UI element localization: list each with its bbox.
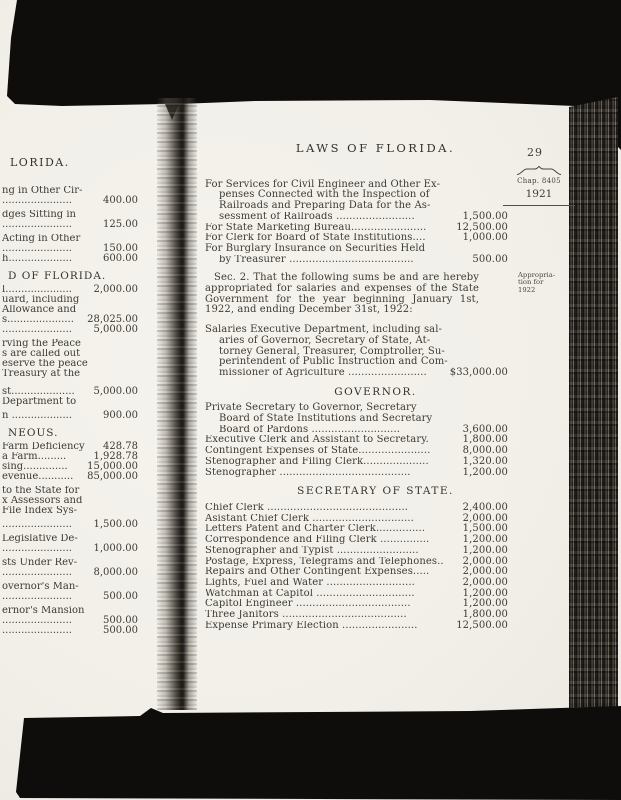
- appropriation-item: [205, 180, 508, 223]
- left-line-text: Farm Deficiency: [2, 442, 85, 452]
- item-line: Private Secretary to Governor, Secretary: [205, 402, 417, 414]
- right-page: [205, 143, 508, 631]
- page-number: 29: [527, 146, 543, 159]
- left-line-amount: 500.00: [103, 625, 138, 636]
- salaries-appropriation-block: [205, 325, 508, 379]
- item-line: Salaries Executive Department, including sal-: [205, 324, 443, 336]
- item-label: sessment of Railroads ........................: [219, 211, 415, 222]
- left-line-text: Department to: [2, 397, 77, 407]
- left-line-amount: 15,000.00: [87, 461, 138, 472]
- salaries-appropriation: [205, 325, 508, 379]
- left-line-text: ......................: [2, 325, 72, 335]
- item-label: missioner of Agriculture ........................: [219, 367, 427, 378]
- item-amount: 1,800.00: [462, 434, 508, 446]
- item-line: [205, 368, 508, 379]
- item-amount: 2,000.00: [462, 566, 508, 578]
- left-line-text: ernor's Mansion: [2, 606, 85, 616]
- left-line-text: x Assessors and: [2, 496, 83, 506]
- left-line-text: ng in Other Cir-: [2, 186, 83, 196]
- appropriation-item: [205, 457, 508, 468]
- item-label: Asistant Chief Clerk ...............................: [205, 513, 414, 524]
- item-line: torney General, Treasurer, Comptroller, Su-: [219, 345, 445, 357]
- left-line: [0, 325, 142, 335]
- left-line: [0, 520, 142, 530]
- item-line: [205, 578, 508, 589]
- left-line-text: ......................: [2, 568, 72, 578]
- item-label: Correspondence and Filing Clerk ...............: [205, 535, 430, 546]
- left-line-text: ......................: [2, 244, 72, 254]
- item-amount: 1,500.00: [462, 523, 508, 535]
- left-line-amount: 500.00: [103, 591, 138, 602]
- item-amount: 1,000.00: [462, 232, 508, 244]
- section-items: [205, 503, 508, 631]
- section-items: [205, 403, 508, 478]
- left-line-amount: 2,000.00: [93, 284, 138, 295]
- item-label: Chief Clerk ...........................................: [205, 502, 409, 513]
- item-line: [205, 546, 508, 557]
- book-gutter-shadow: [157, 98, 197, 710]
- item-label: Contingent Expenses of State......................: [205, 446, 431, 457]
- left-line-text: s are called out: [2, 349, 81, 359]
- left-line-text: Acting in Other: [2, 234, 81, 244]
- scan-border-bottom: [0, 706, 621, 800]
- item-amount: 2,400.00: [462, 501, 508, 513]
- left-page-fragment: [0, 158, 142, 636]
- appropriation-item: [205, 403, 508, 435]
- left-line: [0, 496, 142, 506]
- left-line-amount: 400.00: [103, 195, 138, 206]
- chapter-year: 1921: [525, 188, 553, 200]
- item-label: For Clerk for Board of State Institutions....: [205, 233, 426, 244]
- left-line-amount: 150.00: [103, 243, 138, 254]
- left-line-text: ......................: [2, 626, 72, 636]
- section-title: SECRETARY OF STATE.: [297, 485, 454, 498]
- item-amount: 1,200.00: [462, 466, 508, 478]
- left-line-text: dges Sitting in: [2, 210, 76, 220]
- left-line: [0, 486, 142, 496]
- left-line-text: NEOUS.: [8, 428, 59, 438]
- left-line-text: h....................: [2, 254, 73, 264]
- left-section-heading: [0, 428, 142, 438]
- margin-note-line: tion for: [518, 278, 544, 287]
- left-line: [0, 626, 142, 636]
- department-sections: [205, 387, 508, 632]
- left-line-text: ......................: [2, 520, 72, 530]
- item-amount: 3,600.00: [462, 423, 508, 435]
- section-2-paragraph: Sec. 2. That the following sums be and are hereby appropriated for salaries and expenses of the State Government for the year beginning January 1st, 1922, and ending December 31st, 1922:: [205, 272, 479, 316]
- left-line-text: sing..............: [2, 462, 68, 472]
- left-section-heading: [0, 271, 142, 281]
- left-line-text: evenue...........: [2, 472, 74, 482]
- left-line-text: s.....................: [2, 315, 74, 325]
- left-line: [0, 387, 142, 397]
- left-line: [0, 411, 142, 421]
- item-amount: 12,500.00: [456, 619, 508, 631]
- left-line-text: overnor's Man-: [2, 582, 79, 592]
- section-title: GOVERNOR.: [334, 385, 417, 398]
- left-line: [0, 254, 142, 264]
- left-line-text: D OF FLORIDA.: [8, 271, 107, 281]
- item-line: For Services for Civil Engineer and Other Ex-: [205, 178, 441, 190]
- margin-note-appropriation: [518, 272, 570, 294]
- item-label: Expense Primary Election .......................: [205, 620, 418, 631]
- left-line-amount: 28,025.00: [87, 314, 138, 325]
- appropriation-item: [205, 578, 508, 589]
- left-line-amount: 428.78: [103, 441, 138, 452]
- item-line: For Burglary Insurance on Securities Held: [205, 242, 426, 254]
- item-line: perintendent of Public Instruction and Com-: [219, 356, 448, 368]
- item-label: Three Janitors ......................................: [205, 610, 407, 621]
- item-line: [205, 255, 508, 266]
- item-amount: 1,500.00: [462, 210, 508, 222]
- item-line: penses Connected with the Inspection of: [219, 189, 430, 201]
- left-line: [0, 544, 142, 554]
- left-line-text: Legislative De-: [2, 534, 78, 544]
- left-line-amount: 600.00: [103, 253, 138, 264]
- item-label: Executive Clerk and Assistant to Secretary.: [205, 435, 429, 446]
- item-line: aries of Governor, Secretary of State, At-: [219, 334, 431, 346]
- left-line-amount: 5,000.00: [93, 386, 138, 397]
- chapter-rule: [503, 205, 575, 206]
- item-line: [205, 621, 508, 632]
- chapter-block: [503, 166, 575, 206]
- left-line: [0, 397, 142, 407]
- left-line-text: st....................: [2, 387, 75, 397]
- left-line-text: ......................: [2, 592, 72, 602]
- item-label: Lights, Fuel and Water ...........................: [205, 577, 415, 588]
- left-line-amount: 900.00: [103, 410, 138, 421]
- left-line-text: sts Under Rev-: [2, 558, 78, 568]
- appropriation-list-top: [205, 180, 508, 266]
- left-line: [0, 339, 142, 349]
- left-line-amount: 125.00: [103, 219, 138, 230]
- item-label: Repairs and Other Contingent Expenses.....: [205, 567, 430, 578]
- left-line-text: uard, including: [2, 295, 80, 305]
- left-line-text: to the State for: [2, 486, 80, 496]
- left-line: [0, 568, 142, 578]
- left-line-text: File Index Sys-: [2, 506, 77, 516]
- left-line: [0, 592, 142, 602]
- item-label: Stenographer ........................................: [205, 467, 411, 478]
- left-running-head: LORIDA.: [10, 156, 70, 169]
- margin-note-line: 1922: [518, 285, 536, 294]
- chapter-label: Chap. 8405: [517, 177, 561, 185]
- item-amount: 1,200.00: [462, 534, 508, 546]
- item-label: For State Marketing Bureau.......................: [205, 222, 427, 233]
- item-amount: 8,000.00: [462, 445, 508, 457]
- item-line: [205, 468, 508, 479]
- left-line-amount: 1,000.00: [93, 543, 138, 554]
- item-amount: 500.00: [472, 253, 508, 265]
- left-line-text: l.....................: [2, 285, 72, 295]
- left-line-text: Treasury at the: [2, 369, 81, 379]
- left-line: [0, 285, 142, 295]
- item-label: by Treasurer ......................................: [219, 254, 414, 265]
- left-line-text: Allowance and: [2, 305, 77, 315]
- item-amount: 1,200.00: [462, 598, 508, 610]
- left-line-amount: 1,500.00: [93, 519, 138, 530]
- item-amount: $33,000.00: [449, 366, 508, 378]
- item-label: Stenographer and Typist .........................: [205, 545, 419, 556]
- item-label: Letters Patent and Charter Clerk...............: [205, 524, 426, 535]
- item-line: [205, 457, 508, 468]
- item-amount: 1,320.00: [462, 455, 508, 467]
- left-line: [0, 472, 142, 482]
- appropriation-item: [205, 244, 508, 265]
- left-line-text: ......................: [2, 544, 72, 554]
- item-amount: 1,200.00: [462, 544, 508, 556]
- left-line-text: eserve the peace: [2, 359, 88, 369]
- right-running-head: LAWS OF FLORIDA.: [295, 141, 456, 155]
- left-line-text: a Farm.........: [2, 452, 67, 462]
- item-amount: 2,000.00: [462, 576, 508, 588]
- left-line-amount: 5,000.00: [93, 324, 138, 335]
- appropriation-item: [205, 546, 508, 557]
- item-label: Capitol Engineer ...................................: [205, 599, 411, 610]
- item-amount: 2,000.00: [462, 512, 508, 524]
- item-line: Railroads and Preparing Data for the As-: [219, 200, 431, 212]
- margin-note-line: Appropria-: [518, 271, 556, 279]
- item-label: Watchman at Capitol ..............................: [205, 588, 415, 599]
- appropriation-item: [205, 468, 508, 479]
- left-line: [0, 359, 142, 369]
- left-page-lines: [0, 186, 142, 636]
- left-line: [0, 295, 142, 305]
- left-line: [0, 506, 142, 516]
- item-line: Board of State Institutions and Secretary: [219, 413, 433, 425]
- left-line-amount: 8,000.00: [93, 567, 138, 578]
- left-line-amount: 1,928.78: [93, 451, 138, 462]
- item-amount: 2,000.00: [462, 555, 508, 567]
- item-label: Board of Pardons ...........................: [219, 424, 401, 435]
- item-amount: 1,200.00: [462, 587, 508, 599]
- brace-icon: [516, 166, 562, 176]
- item-amount: 1,800.00: [462, 609, 508, 621]
- item-line: [205, 212, 508, 223]
- left-line-text: rving the Peace: [2, 339, 81, 349]
- appropriation-item: [205, 621, 508, 632]
- fanned-page-edges: [569, 97, 618, 712]
- left-line-text: ......................: [2, 616, 72, 626]
- left-line: [0, 369, 142, 379]
- left-line-amount: 85,000.00: [87, 471, 138, 482]
- left-line-text: n ...................: [2, 411, 73, 421]
- left-line-text: ......................: [2, 220, 72, 230]
- item-label: Postage, Express, Telegrams and Telephones..: [205, 556, 444, 567]
- left-line-amount: 500.00: [103, 615, 138, 626]
- left-line: [0, 220, 142, 230]
- item-amount: 12,500.00: [456, 221, 508, 233]
- left-line-text: ......................: [2, 196, 72, 206]
- item-label: Stenographer and Filing Clerk....................: [205, 456, 429, 467]
- left-line: [0, 196, 142, 206]
- left-line: [0, 349, 142, 359]
